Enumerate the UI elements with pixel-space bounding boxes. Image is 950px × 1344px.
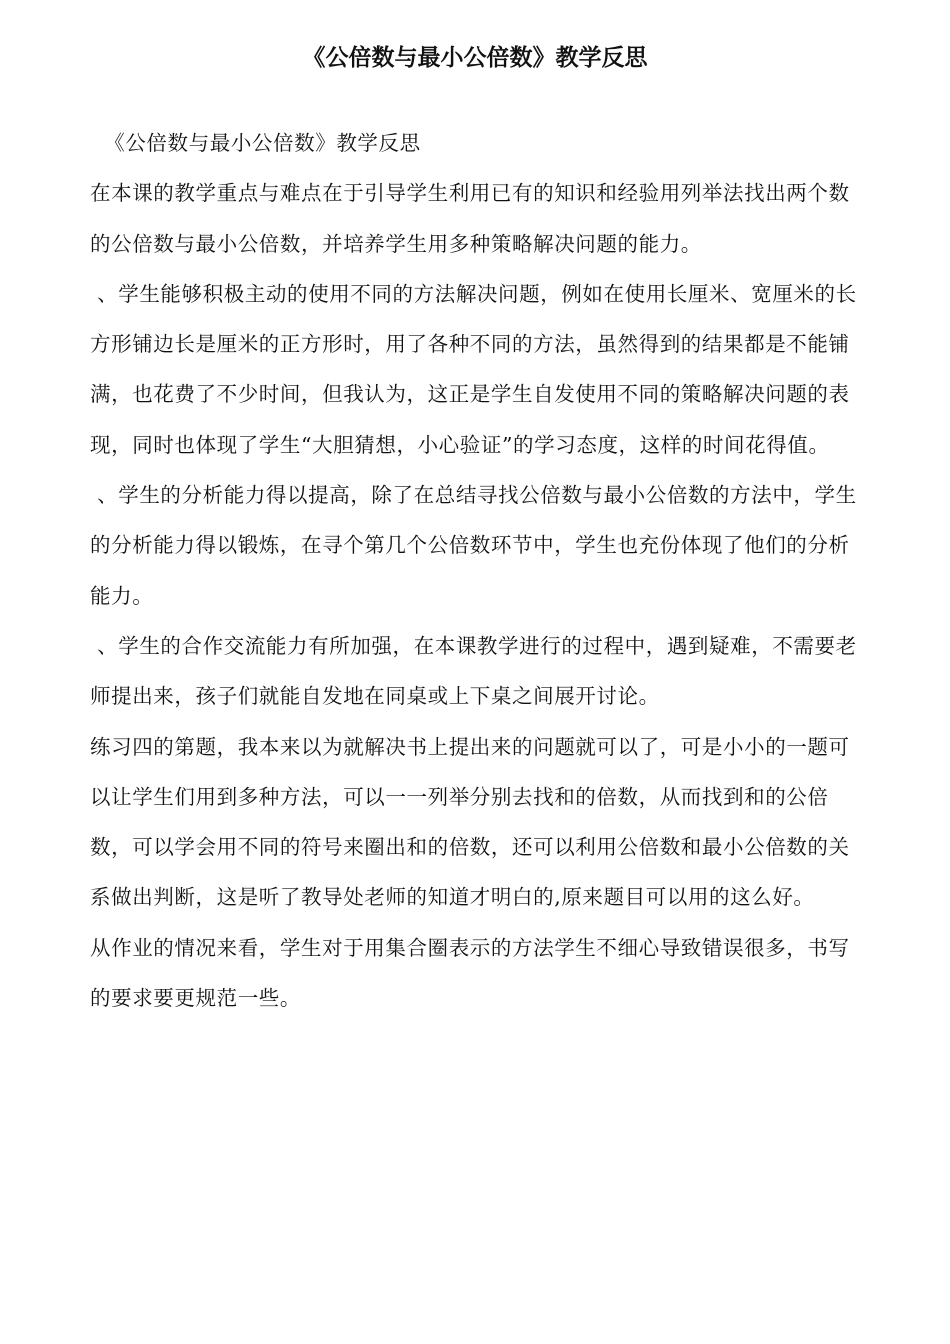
body-paragraph-point-1: 、学生能够积极主动的使用不同的方法解决问题，例如在使用长厘米、宽厘米的长方形铺边长是厘米的正方形时，用了各种不同的方法，虽然得到的结果都是不能铺满，也花费了不少时间，但我认为，这正是学生自发使用不同的策略解决问题的表现，同时也体现了学生“大胆猜想，小心验证”的学习态度，这样的时间花得值。 [90,281,857,457]
body-paragraph-exercise: 练习四的第题，我本来以为就解决书上提出来的问题就可以了，可是小小的一题可以让学生们用到多种方法，可以一一列举分别去找和的倍数，从而找到和的公倍数，可以学会用不同的符号来圈出和的倍数，还可以利用公倍数和最小公倍数的关系做出判断，这是听了教导处老师的知道才明白的,原来题目可以用的这么好。 [90,734,850,910]
body-paragraph-homework: 从作业的情况来看，学生对于用集合圈表示的方法学生不细心导致错误很多，书写的要求要更规范一些。 [90,935,850,1011]
body-paragraph-intro: 在本课的教学重点与难点在于引导学生利用已有的知识和经验用列举法找出两个数的公倍数与最小公倍数，并培养学生用多种策略解决问题的能力。 [90,181,850,256]
body-paragraph-point-2: 、学生的分析能力得以提高，除了在总结寻找公倍数与最小公倍数的方法中，学生的分析能力得以锻炼，在寻个第几个公倍数环节中，学生也充份体现了他们的分析能力。 [90,483,857,608]
document-body [90,118,865,1023]
document-title: 《公倍数与最小公倍数》教学反思 [302,45,648,71]
body-paragraph-subtitle: 《公倍数与最小公倍数》教学反思 [90,131,421,155]
body-paragraph-point-3: 、学生的合作交流能力有所加强，在本课教学进行的过程中，遇到疑难，不需要老师提出来，孩子们就能自发地在同桌或上下桌之间展开讨论。 [90,633,857,709]
